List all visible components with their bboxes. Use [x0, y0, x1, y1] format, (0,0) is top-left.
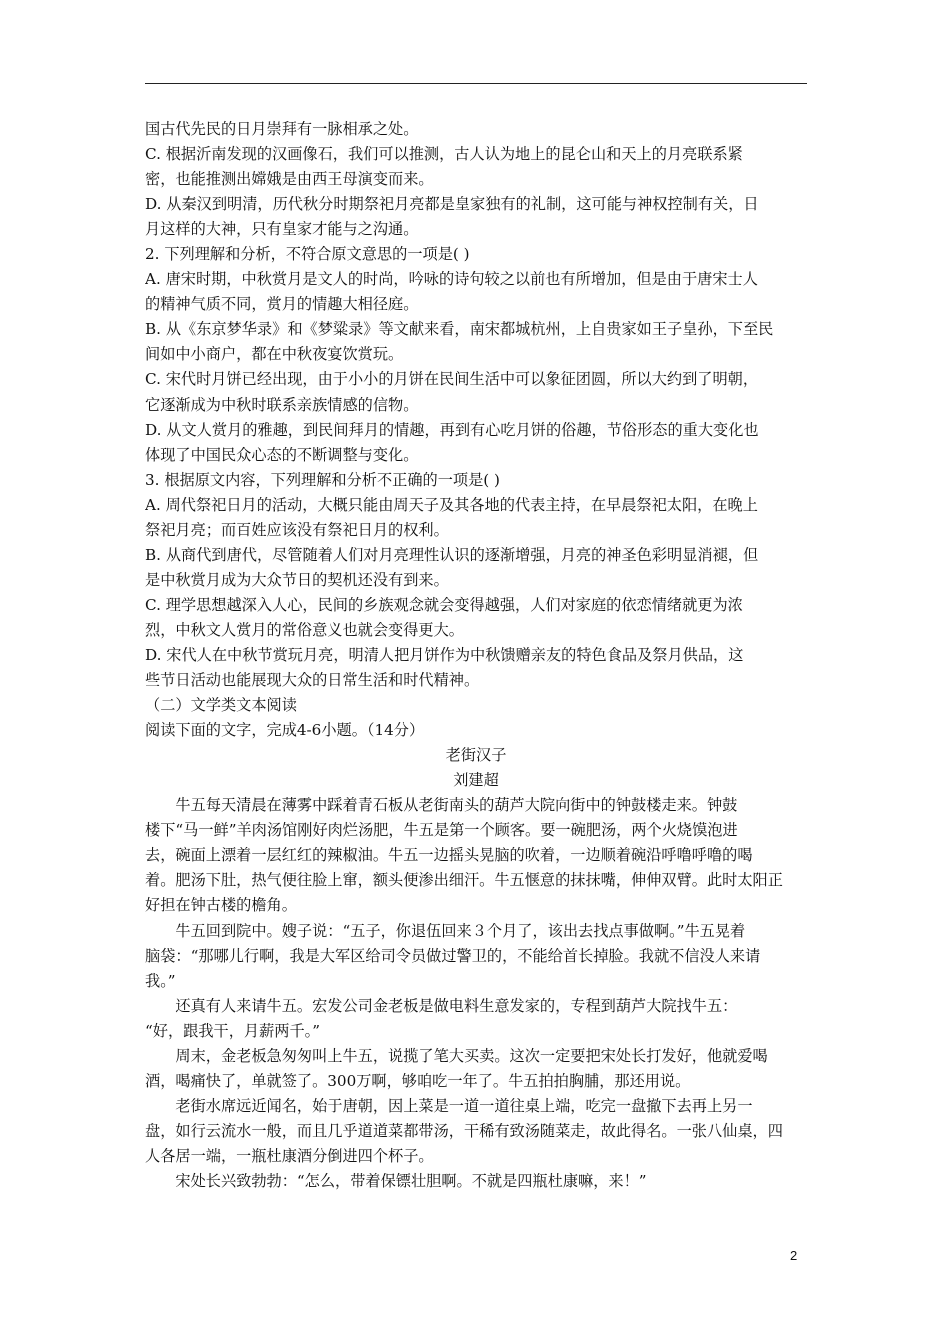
article-author: 刘建超 — [453, 771, 499, 790]
page-number: 2 — [790, 1248, 798, 1263]
document-body — [145, 117, 807, 1194]
text-line: 我。” — [145, 971, 176, 990]
text-line: B. 从商代到唐代，尽管随着人们对月亮理性认识的逐渐增强，月亮的神圣色彩明显消褪，但 — [145, 545, 759, 564]
text-line: D. 从文人赏月的雅趣，到民间拜月的情趣，再到有心吃月饼的俗趣，节俗形态的重大变化也 — [145, 420, 759, 439]
text-line: 月这样的大神，只有皇家才能与之沟通。 — [145, 220, 419, 239]
text-line: A. 唐宋时期，中秋赏月是文人的时尚，吟咏的诗句较之以前也有所增加，但是由于唐宋士人 — [145, 270, 758, 289]
text-line: C. 宋代时月饼已经出现，由于小小的月饼在民间生活中可以象征团圆，所以大约到了明朝， — [145, 370, 759, 389]
text-line: 去，碗面上漂着一层红红的辣椒油。牛五一边摇头晃脑的吹着，一边顺着碗沿呼噜呼噜的喝 — [145, 846, 753, 865]
text-line: 着。肥汤下肚，热气便往脸上窜，额头便渗出细汗。牛五惬意的抹抹嘴，伸伸双臂。此时太阳正 — [145, 871, 783, 890]
text-line: 祭祀月亮；而百姓应该没有祭祀日月的权利。 — [145, 520, 449, 539]
text-line: 好担在钟古楼的檐角。 — [145, 896, 297, 915]
text-line: 体现了中国民众心态的不断调整与变化。 — [145, 445, 419, 464]
text-line: “好，跟我干，月薪两千。” — [145, 1021, 320, 1040]
text-line: 是中秋赏月成为大众节日的契机还没有到来。 — [145, 570, 449, 589]
text-line: 密，也能推测出嫦娥是由西王母演变而来。 — [145, 170, 434, 189]
text-line: 楼下“马一鲜”羊肉汤馆刚好肉烂汤肥，牛五是第一个顾客。要一碗肥汤，两个火烧馍泡进 — [145, 821, 738, 840]
text-line: 些节日活动也能展现大众的日常生活和时代精神。 — [145, 671, 480, 690]
text-line: 2. 下列理解和分析，不符合原文意思的一项是( ) — [145, 245, 470, 264]
text-line: （二）文学类文本阅读 — [145, 696, 297, 715]
text-line: 脑袋：“那哪儿行啊，我是大军区给司令员做过警卫的，不能给首长掉脸。我就不信没人来请 — [145, 946, 761, 965]
text-line: 的精神气质不同，赏月的情趣大相径庭。 — [145, 295, 419, 314]
text-line: 宋处长兴致勃勃：“怎么，带着保镖壮胆啊。不就是四瓶杜康嘛，来！” — [145, 1171, 647, 1190]
text-line: 3. 根据原文内容，下列理解和分析不正确的一项是( ) — [145, 470, 500, 489]
text-line: 牛五每天清晨在薄雾中踩着青石板从老街南头的葫芦大院向街中的钟鼓楼走来。钟鼓 — [145, 796, 738, 815]
text-line: 酒，喝痛快了，单就签了。300万啊，够咱吃一年了。牛五拍拍胸脯，那还用说。 — [145, 1071, 691, 1090]
text-line: 牛五回到院中。嫂子说：“五子，你退伍回来３个月了，该出去找点事做啊。”牛五晃着 — [145, 921, 746, 940]
text-line: 人各居一端，一瓶杜康酒分倒进四个杯子。 — [145, 1146, 434, 1165]
text-line: 它逐渐成为中秋时联系亲族情感的信物。 — [145, 395, 419, 414]
text-line: B. 从《东京梦华录》和《梦粱录》等文献来看，南宋都城杭州，上自贵家如王子皇孙，下至民 — [145, 320, 774, 339]
text-line: 国古代先民的日月崇拜有一脉相承之处。 — [145, 120, 419, 138]
header-rule — [145, 83, 807, 84]
text-line: C. 根据沂南发现的汉画像石，我们可以推测，古人认为地上的昆仑山和天上的月亮联系紧 — [145, 145, 743, 164]
text-line: D. 从秦汉到明清，历代秋分时期祭祀月亮都是皇家独有的礼制，这可能与神权控制有关，日 — [145, 195, 759, 214]
text-line: 阅读下面的文字，完成4-6小题。（14分） — [145, 721, 425, 740]
text-line: 烈，中秋文人赏月的常俗意义也就会变得更大。 — [145, 620, 464, 639]
text-line: 间如中小商户，都在中秋夜宴饮赏玩。 — [145, 345, 404, 364]
text-line: D. 宋代人在中秋节赏玩月亮，明清人把月饼作为中秋馈赠亲友的特色食品及祭月供品，这 — [145, 645, 744, 664]
text-line: 老街水席远近闻名，始于唐朝，因上菜是一道一道往桌上端，吃完一盘撤下去再上另一 — [145, 1096, 753, 1115]
article-title: 老街汉子 — [445, 746, 507, 765]
text-line: 盘，如行云流水一般，而且几乎道道菜都带汤，干稀有致汤随菜走，故此得名。一张八仙桌，四 — [145, 1121, 783, 1140]
text-line: C. 理学思想越深入人心，民间的乡族观念就会变得越强，人们对家庭的依恋情绪就更为浓 — [145, 595, 743, 614]
text-line: 周末，金老板急匆匆叫上牛五，说揽了笔大买卖。这次一定要把宋处长打发好，他就爱喝 — [145, 1046, 768, 1065]
text-line: 还真有人来请牛五。宏发公司金老板是做电料生意发家的，专程到葫芦大院找牛五： — [145, 996, 738, 1015]
text-line: A. 周代祭祀日月的活动，大概只能由周天子及其各地的代表主持，在早晨祭祀太阳，在晚上 — [145, 495, 758, 514]
